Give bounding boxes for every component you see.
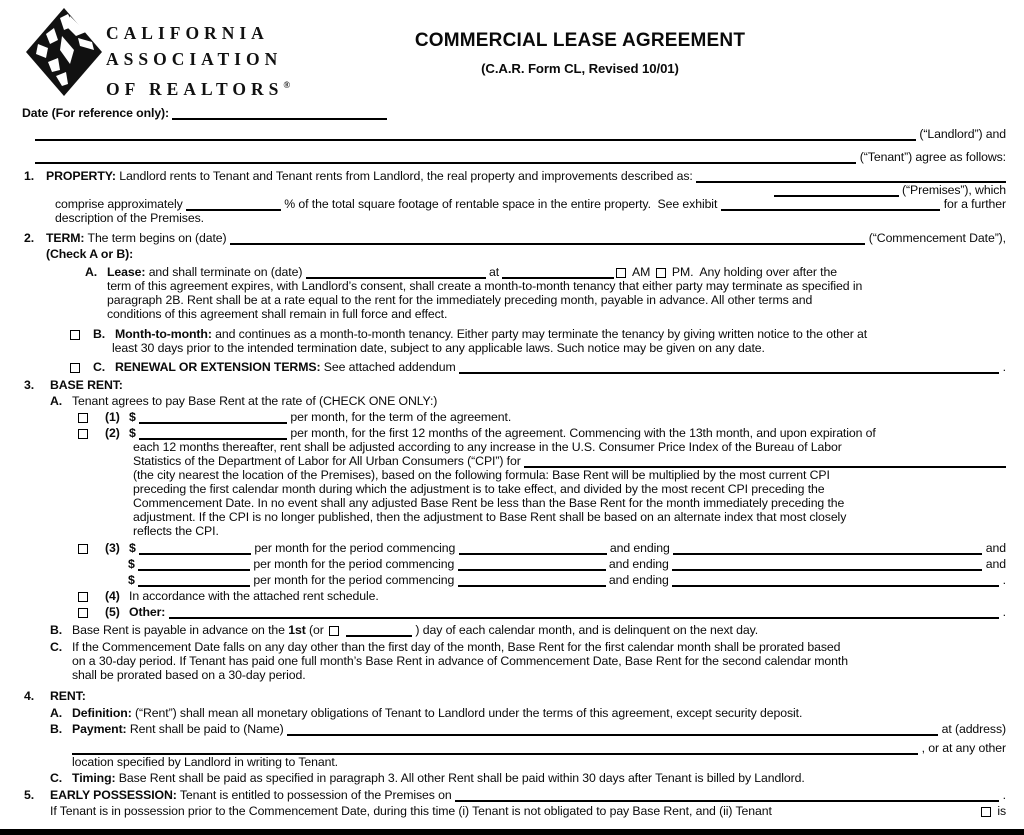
form-text: 1. xyxy=(24,169,35,183)
form-text: A. xyxy=(85,265,98,279)
form-text: Tenant is entitled to possession of the Premises on xyxy=(176,788,455,802)
form-text: . xyxy=(999,360,1006,374)
form-text: Commencement Date. In no event shall any adjusted Base Rent be less than the Base Rent for the month immediately preceding the xyxy=(133,496,845,510)
form-text: Lease: xyxy=(107,265,146,279)
form-text: RENEWAL OR EXTENSION TERMS: xyxy=(115,360,321,374)
form-text: The term begins on (date) xyxy=(84,231,230,245)
blank-field[interactable] xyxy=(139,410,287,424)
form-line xyxy=(0,247,1024,261)
form-text: Tenant agrees to pay Base Rent at the rate of (CHECK ONE ONLY:) xyxy=(72,394,438,408)
form-text: and xyxy=(982,541,1006,555)
blank-field[interactable] xyxy=(230,231,866,245)
title-block xyxy=(300,30,860,76)
blank-field[interactable] xyxy=(138,573,250,587)
form-line xyxy=(0,541,1024,555)
blank-field[interactable] xyxy=(169,605,1000,619)
form-line xyxy=(0,654,1024,668)
blank-field[interactable] xyxy=(139,541,251,555)
document-title: COMMERCIAL LEASE AGREEMENT xyxy=(414,30,746,51)
form-line xyxy=(0,293,1024,307)
form-text: . xyxy=(999,788,1006,802)
form-text: Date (For reference only): xyxy=(22,106,173,120)
form-text: Base Rent shall be paid as specified in paragraph 3. All other Rent shall be paid within 30 days after Tenant is billed by Landlord. xyxy=(115,771,805,785)
form-line xyxy=(0,689,1024,703)
blank-field[interactable] xyxy=(774,183,899,197)
logo-line-1: CALIFORNIA xyxy=(106,23,269,43)
form-text: (“Landlord”) and xyxy=(916,127,1006,141)
form-text: per month, for the term of the agreement. xyxy=(287,410,512,424)
form-text: . xyxy=(999,573,1006,587)
form-line xyxy=(0,557,1024,571)
form-text: (“Rent”) shall mean all monetary obligations of Tenant to Landlord under the terms of this agreement, except security deposit. xyxy=(131,706,803,720)
form-text: Statistics of the Department of Labor for All Urban Consumers (“CPI”) for xyxy=(133,454,525,468)
form-line xyxy=(0,524,1024,538)
form-line xyxy=(0,741,1024,755)
form-line xyxy=(0,440,1024,454)
form-line xyxy=(0,788,1024,802)
checkbox[interactable] xyxy=(78,413,88,423)
form-text: Base Rent is payable in advance on the xyxy=(72,623,289,637)
form-line xyxy=(0,454,1024,468)
form-text: 2. xyxy=(24,231,35,245)
form-line xyxy=(0,106,1024,120)
form-text: (Check A or B): xyxy=(46,247,134,261)
form-text: % of the total square footage of rentable space in the entire property. See exhibit xyxy=(280,197,721,211)
registered-mark: ® xyxy=(283,80,291,90)
form-text: B. xyxy=(93,327,106,341)
checkbox[interactable] xyxy=(78,592,88,602)
blank-field[interactable] xyxy=(696,169,1006,183)
form-line xyxy=(0,307,1024,321)
logo-line-3: OF REALTORS® xyxy=(106,78,291,99)
form-line xyxy=(0,410,1024,424)
form-text: adjustment. If the CPI is no longer published, then the adjustment to Base Rent shall be based on an alternate index that most closely xyxy=(133,510,847,524)
form-text: AM xyxy=(629,265,654,279)
form-line xyxy=(0,197,1024,211)
form-line xyxy=(0,394,1024,408)
blank-field[interactable] xyxy=(346,623,412,637)
form-text: location specified by Landlord in writing to Tenant. xyxy=(72,755,338,769)
form-text: $ xyxy=(128,557,139,571)
form-line xyxy=(0,169,1024,183)
form-text: 5. xyxy=(24,788,35,802)
form-line xyxy=(0,468,1024,482)
form-line xyxy=(0,623,1024,637)
form-text: preceding the first calendar month during which the adjustment is to take effect, and divided by the most recent CPI preceding the xyxy=(133,482,825,496)
checkbox[interactable] xyxy=(656,268,666,278)
form-text: (4) xyxy=(105,589,120,603)
form-line xyxy=(0,804,1024,818)
form-text: (“Premises”), which xyxy=(898,183,1006,197)
blank-field[interactable] xyxy=(172,106,387,120)
form-text: shall be prorated based on a 30-day period. xyxy=(72,668,306,682)
form-text: Rent shall be paid to (Name) xyxy=(126,722,287,736)
blank-field[interactable] xyxy=(458,573,606,587)
blank-field[interactable] xyxy=(455,788,999,802)
form-line xyxy=(0,668,1024,682)
form-text: B. xyxy=(50,722,63,736)
car-logo-icon xyxy=(24,6,104,98)
form-text: (1) xyxy=(105,410,120,424)
form-text: and xyxy=(982,557,1006,571)
form-line xyxy=(0,279,1024,293)
form-text: is xyxy=(994,804,1006,818)
form-text: (“Tenant”) agree as follows: xyxy=(856,150,1006,164)
form-line xyxy=(0,706,1024,720)
form-text: ) day of each calendar month, and is delinquent on the next day. xyxy=(412,623,759,637)
checkbox[interactable] xyxy=(70,363,80,373)
form-line xyxy=(0,755,1024,769)
checkbox[interactable] xyxy=(329,626,339,636)
form-text: , or at any other xyxy=(918,741,1006,755)
form-text: per month for the period commencing xyxy=(250,557,458,571)
checkbox[interactable] xyxy=(78,608,88,618)
blank-field[interactable] xyxy=(287,722,938,736)
form-line xyxy=(0,150,1024,164)
form-line xyxy=(0,482,1024,496)
form-line xyxy=(0,573,1024,587)
form-text: C. xyxy=(50,640,63,654)
form-text: description of the Premises. xyxy=(55,211,204,225)
form-text: per month for the period commencing xyxy=(251,541,459,555)
form-text: . xyxy=(999,605,1006,619)
form-text: least 30 days prior to the intended termination date, subject to any applicable laws. Such notice may be given on any date. xyxy=(112,341,765,355)
form-line xyxy=(0,722,1024,736)
logo-line-2: ASSOCIATION xyxy=(106,49,283,69)
form-text: on a 30-day period. If Tenant has paid one full month’s Base Rent in advance of Commencement Date, Base Rent for the second calendar month xyxy=(72,654,848,668)
form-text: $ xyxy=(129,541,140,555)
checkbox[interactable] xyxy=(616,268,626,278)
form-text: C. xyxy=(93,360,106,374)
form-text: (the city nearest the location of the Premises), based on the following formula: Base Rent will be multiplied by the most current CPI xyxy=(133,468,830,482)
form-text: PM. Any holding over after the xyxy=(668,265,837,279)
blank-field[interactable] xyxy=(459,541,607,555)
form-text: Landlord rents to Tenant and Tenant rents from Landlord, the real property and improvements described as: xyxy=(115,169,697,183)
form-text: at (address) xyxy=(938,722,1006,736)
form-line xyxy=(0,426,1024,440)
form-line xyxy=(0,327,1024,341)
form-text: and shall terminate on (date) xyxy=(145,265,306,279)
form-text: and ending xyxy=(605,573,673,587)
blank-field[interactable] xyxy=(138,557,250,571)
blank-field[interactable] xyxy=(502,265,614,279)
form-text: for a further xyxy=(940,197,1006,211)
form-text: $ xyxy=(129,426,140,440)
form-text: and ending xyxy=(606,541,674,555)
form-text: (or xyxy=(305,623,328,637)
form-text: each 12 months thereafter, rent shall be adjusted according to any increase in the U.S. Consumer Price Index of the Bureau of Labor xyxy=(133,440,842,454)
form-line xyxy=(0,265,1024,279)
form-text: term of this agreement expires, with Landlord’s consent, shall create a month-to-month tenancy that either party may terminate as specified in xyxy=(107,279,863,293)
form-text: Month-to-month: xyxy=(115,327,212,341)
form-text: conditions of this agreement shall remain in full force and effect. xyxy=(107,307,448,321)
blank-field[interactable] xyxy=(186,197,281,211)
form-line xyxy=(0,496,1024,510)
form-text: TERM: xyxy=(46,231,85,245)
form-line xyxy=(0,589,1024,603)
checkbox[interactable] xyxy=(70,330,80,340)
form-text: (3) xyxy=(105,541,120,555)
car-logo-wordmark xyxy=(106,20,290,102)
form-body xyxy=(0,106,1024,818)
form-line xyxy=(0,127,1024,141)
form-text: Definition: xyxy=(72,706,132,720)
form-text: (2) xyxy=(105,426,120,440)
form-text: BASE RENT: xyxy=(50,378,123,392)
form-text: paragraph 2B. Rent shall be at a rate equal to the rent for the immediately preceding month, payable in advance. All other terms and xyxy=(107,293,813,307)
document-subtitle: (C.A.R. Form CL, Revised 10/01) xyxy=(481,61,679,76)
form-text: (“Commencement Date”), xyxy=(865,231,1006,245)
checkbox[interactable] xyxy=(78,544,88,554)
form-text: and continues as a month-to-month tenancy. Either party may terminate the tenancy by giving written notice to the other at xyxy=(211,327,868,341)
form-text: Timing: xyxy=(72,771,116,785)
form-line xyxy=(0,183,1024,197)
blank-field[interactable] xyxy=(524,454,1006,468)
blank-field[interactable] xyxy=(35,127,916,141)
form-text: C. xyxy=(50,771,63,785)
blank-field[interactable] xyxy=(672,557,982,571)
form-text: In accordance with the attached rent schedule. xyxy=(129,589,379,603)
form-text: $ xyxy=(128,573,139,587)
blank-field[interactable] xyxy=(673,541,982,555)
form-line xyxy=(0,640,1024,654)
form-text: See attached addendum xyxy=(320,360,459,374)
checkbox[interactable] xyxy=(78,429,88,439)
form-text: per month for the period commencing xyxy=(250,573,458,587)
form-text: Other: xyxy=(129,605,169,619)
form-line xyxy=(0,771,1024,785)
form-text: 4. xyxy=(24,689,35,703)
form-text: comprise approximately xyxy=(55,197,186,211)
blank-field[interactable] xyxy=(35,150,856,164)
checkbox[interactable] xyxy=(981,807,991,817)
form-line xyxy=(0,360,1024,374)
form-text: (5) xyxy=(105,605,120,619)
form-line xyxy=(0,378,1024,392)
form-text: If the Commencement Date falls on any day other than the first day of the month, Base Rent for the first calendar month shall be prorated based xyxy=(72,640,841,654)
form-line xyxy=(0,231,1024,245)
form-text: $ xyxy=(129,410,140,424)
form-line xyxy=(0,211,1024,225)
form-text: Payment: xyxy=(72,722,127,736)
form-text: at xyxy=(485,265,503,279)
form-text: PROPERTY: xyxy=(46,169,116,183)
cutoff-bar xyxy=(0,829,1024,835)
form-text: A. xyxy=(50,706,63,720)
blank-field[interactable] xyxy=(672,573,999,587)
form-text: RENT: xyxy=(50,689,86,703)
blank-field[interactable] xyxy=(306,265,486,279)
form-line xyxy=(0,605,1024,619)
blank-field[interactable] xyxy=(459,360,999,374)
form-text: and ending xyxy=(605,557,673,571)
form-text: If Tenant is in possession prior to the Commencement Date, during this time (i) Tenant is not obligated to pay Base Rent, and (ii) Tenant xyxy=(50,804,772,818)
blank-field[interactable] xyxy=(139,426,287,440)
form-text: B. xyxy=(50,623,63,637)
form-text: 3. xyxy=(24,378,35,392)
blank-field[interactable] xyxy=(458,557,606,571)
blank-field[interactable] xyxy=(72,741,918,755)
blank-field[interactable] xyxy=(721,197,941,211)
form-line xyxy=(0,341,1024,355)
form-text: reflects the CPI. xyxy=(133,524,219,538)
form-text: 1st xyxy=(288,623,306,637)
form-text: EARLY POSSESSION: xyxy=(50,788,177,802)
form-text: A. xyxy=(50,394,63,408)
form-text: per month, for the first 12 months of the agreement. Commencing with the 13th month, and upon expiration of xyxy=(287,426,876,440)
form-line xyxy=(0,510,1024,524)
